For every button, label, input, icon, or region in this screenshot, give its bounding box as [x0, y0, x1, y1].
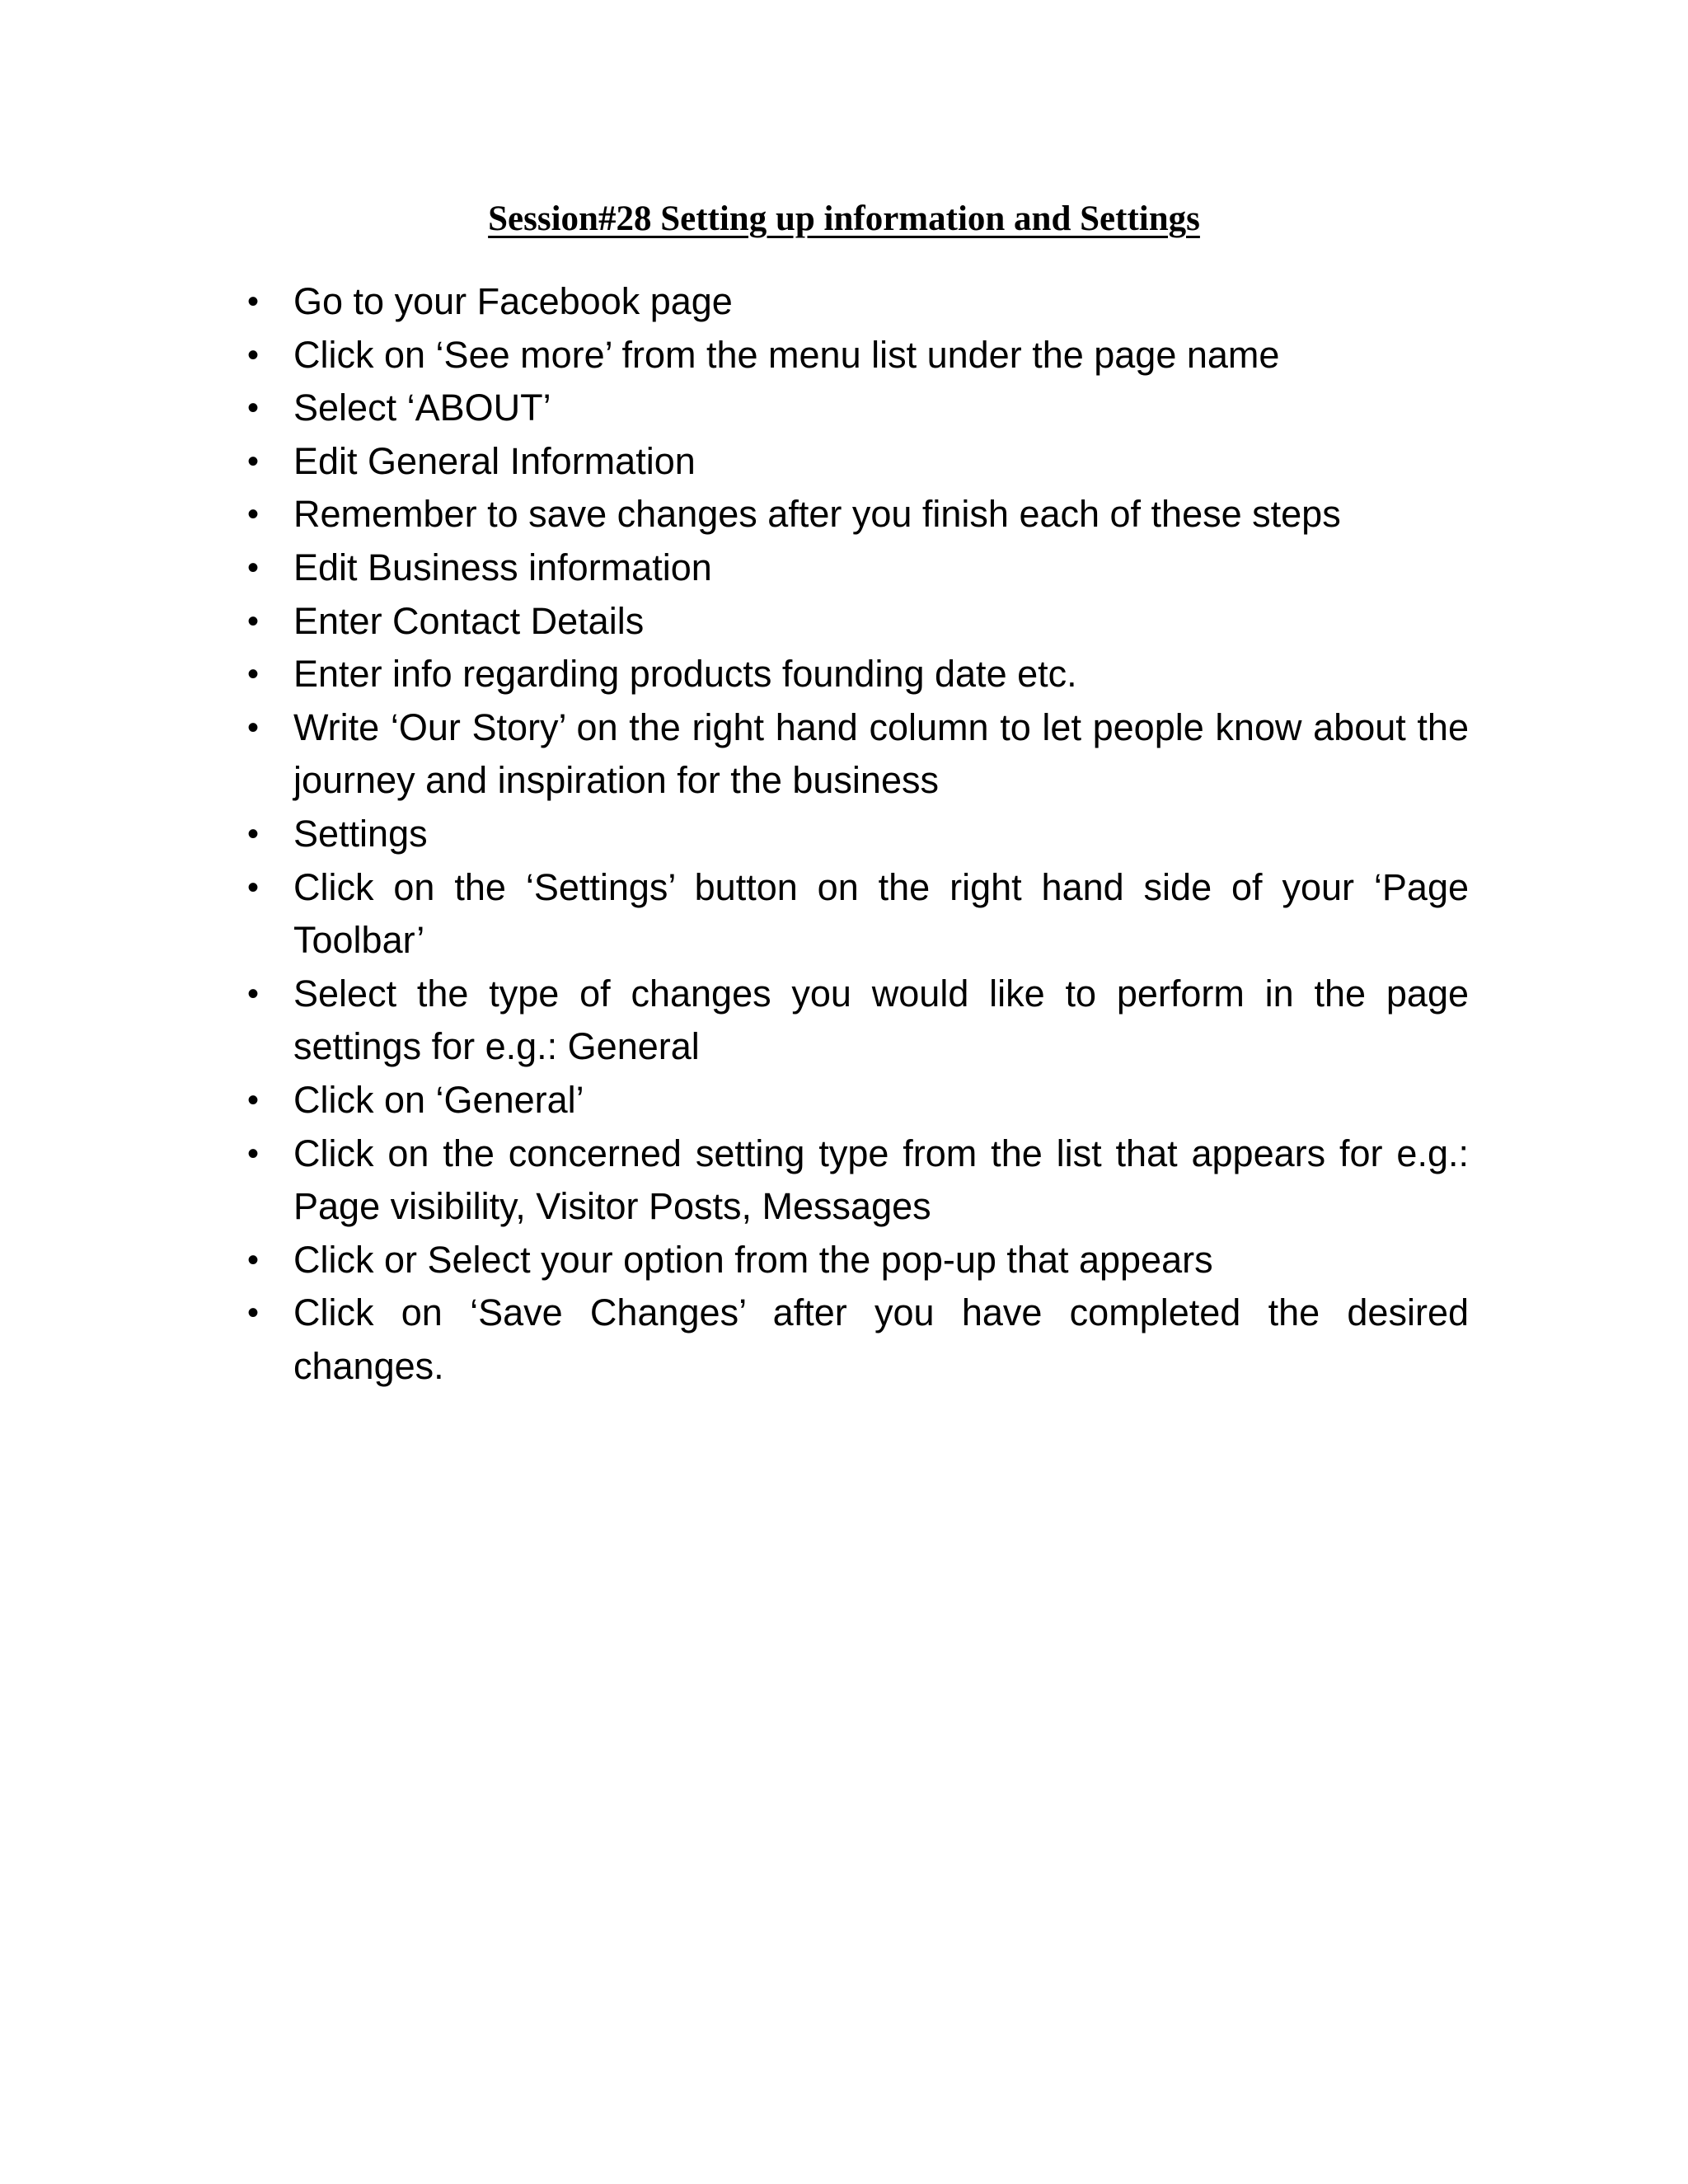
step-text: Click on the ‘Settings’ button on the right hand side of your ‘Page Toolbar’	[293, 865, 1469, 962]
list-item	[246, 968, 1469, 1074]
list-item	[246, 1234, 1469, 1287]
list-item	[246, 1127, 1469, 1234]
list-item	[246, 541, 1469, 595]
list-item	[246, 1074, 1469, 1127]
list-item	[246, 1286, 1469, 1393]
bullet-icon: •	[246, 336, 259, 373]
bullet-icon: •	[246, 390, 259, 427]
step-text: Write ‘Our Story’ on the right hand column to let people know about the journey and inspiration for the business	[293, 705, 1469, 802]
step-text: Settings	[293, 812, 428, 855]
bullet-icon: •	[246, 496, 259, 533]
bullet-icon: •	[246, 869, 259, 906]
step-text: Click on the concerned setting type from the list that appears for e.g.: Page visibility, Visitor Posts, Messages	[293, 1132, 1469, 1228]
bullet-icon: •	[246, 709, 259, 746]
step-text: Edit Business information	[293, 546, 712, 588]
list-item	[246, 595, 1469, 649]
list-item	[246, 648, 1469, 701]
step-text: Select ‘ABOUT’	[293, 387, 551, 429]
bullet-icon: •	[246, 1241, 259, 1278]
bullet-icon: •	[246, 1135, 259, 1172]
step-text: Enter info regarding products founding date etc.	[293, 653, 1077, 696]
step-text: Select the type of changes you would like to perform in the page settings for e.g.: General	[293, 972, 1469, 1068]
bullet-icon: •	[246, 443, 259, 480]
step-text: Remember to save changes after you finish each of these steps	[293, 493, 1341, 536]
step-text: Click on ‘Save Changes’ after you have completed the desired changes.	[293, 1291, 1469, 1387]
bullet-icon: •	[246, 549, 259, 586]
list-item	[246, 808, 1469, 861]
list-item	[246, 435, 1469, 489]
bullet-icon: •	[246, 602, 259, 640]
list-item	[246, 861, 1469, 968]
step-text: Click on ‘General’	[293, 1078, 584, 1121]
step-text: Go to your Facebook page	[293, 280, 733, 322]
list-item	[246, 701, 1469, 808]
bullet-icon: •	[246, 656, 259, 693]
bullet-icon: •	[246, 1295, 259, 1332]
list-item	[246, 382, 1469, 435]
bullet-icon: •	[246, 815, 259, 852]
step-text: Edit General Information	[293, 439, 696, 482]
bullet-icon: •	[246, 1081, 259, 1118]
step-text: Enter Contact Details	[293, 599, 645, 642]
list-item	[246, 488, 1469, 541]
step-text: Click on ‘See more’ from the menu list under the page name	[293, 333, 1280, 376]
list-item	[246, 329, 1469, 382]
list-item	[246, 275, 1469, 329]
page-title: Session#28 Setting up information and Settings	[488, 199, 1200, 238]
bullet-icon: •	[246, 975, 259, 1012]
bullet-icon: •	[246, 284, 259, 320]
steps-list	[246, 275, 1469, 1393]
step-text: Click or Select your option from the pop-up that appears	[293, 1238, 1213, 1281]
